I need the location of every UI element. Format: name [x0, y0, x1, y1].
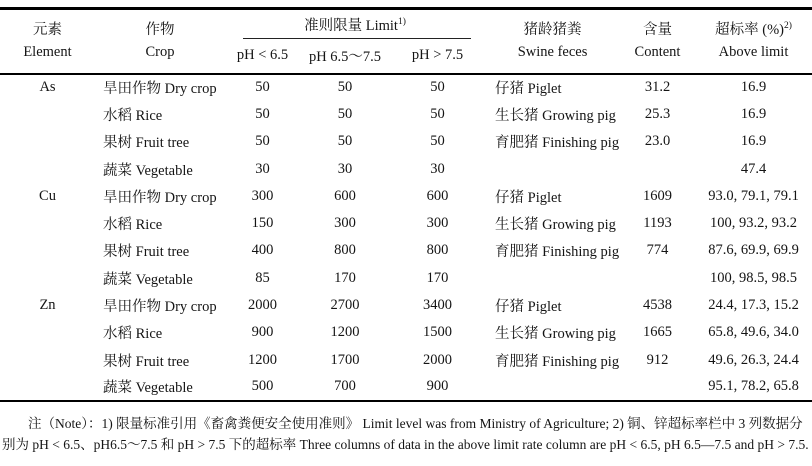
- cell-ph1: 30: [255, 160, 270, 177]
- cell-swine: [485, 155, 620, 182]
- header-swine-zh: 猪龄猪粪: [523, 22, 582, 39]
- cell-element: [0, 319, 95, 346]
- cell-ph3: 900: [426, 378, 449, 395]
- table-row: [0, 210, 812, 237]
- cell-content: 4538: [643, 297, 673, 314]
- cell-ph1: 85: [255, 269, 270, 286]
- cell-ph2: 50: [337, 105, 353, 122]
- cell-above: 100, 98.5, 98.5: [710, 269, 798, 286]
- cell-ph3: 50: [430, 79, 445, 96]
- cell-ph2: 1700: [330, 351, 360, 368]
- header-content-zh: 含量: [643, 22, 673, 39]
- cell-above: 95.1, 78.2, 65.8: [708, 378, 799, 395]
- table-header: [0, 9, 812, 74]
- cell-crop: 旱田作物 Dry crop: [103, 299, 217, 316]
- cell-ph3: 800: [426, 242, 449, 259]
- header-above-zh: [695, 19, 812, 41]
- cell-swine: [485, 265, 620, 292]
- cell-above: 16.9: [740, 133, 767, 150]
- cell-ph3: 50: [430, 133, 445, 150]
- header-limit-group: [225, 9, 485, 39]
- cell-element: [0, 101, 95, 128]
- header-element-en: Element: [23, 44, 72, 61]
- cell-content: 31.2: [644, 79, 671, 96]
- cell-ph2: 600: [334, 187, 356, 204]
- header-swine-feces: [485, 9, 620, 74]
- cell-content: 23.0: [644, 133, 671, 150]
- header-ph-6-5-to-7-5: pH 6.5～7.5: [308, 49, 382, 65]
- cell-content: 774: [646, 242, 669, 259]
- cell-content: [620, 265, 695, 292]
- cell-ph2: 1200: [330, 324, 360, 341]
- cell-ph3: 50: [430, 105, 445, 122]
- cell-element: Zn: [39, 297, 56, 314]
- cell-above: 16.9: [740, 105, 767, 122]
- limits-table: [0, 7, 812, 402]
- header-swine-en: Swine feces: [517, 44, 588, 61]
- table-row: [0, 292, 812, 319]
- cell-above: 93.0, 79.1, 79.1: [708, 187, 799, 204]
- cell-ph3: 30: [430, 160, 445, 177]
- cell-crop: 果树 Fruit tree: [103, 135, 190, 152]
- cell-element: [0, 237, 95, 264]
- cell-ph3: 600: [426, 187, 449, 204]
- cell-ph2: 300: [334, 215, 356, 232]
- cell-ph1: 400: [251, 242, 274, 259]
- cell-element: [0, 128, 95, 155]
- cell-element: [0, 265, 95, 292]
- cell-crop: 旱田作物 Dry crop: [103, 189, 217, 206]
- cell-content: 1665: [643, 324, 673, 341]
- cell-content: [620, 374, 695, 401]
- header-above-en: Above limit: [718, 44, 789, 61]
- cell-element: Cu: [39, 187, 56, 204]
- cell-crop: 果树 Fruit tree: [103, 244, 190, 261]
- cell-element: [0, 155, 95, 182]
- cell-ph1: 2000: [248, 297, 277, 314]
- cell-ph2: 700: [334, 378, 356, 395]
- cell-content: [620, 155, 695, 182]
- cell-swine: 育肥猪 Finishing pig: [495, 135, 620, 152]
- cell-ph1: 50: [255, 79, 270, 96]
- table-row: [0, 319, 812, 346]
- cell-crop: 蔬菜 Vegetable: [103, 162, 193, 179]
- cell-swine: 仔猪 Piglet: [495, 189, 562, 206]
- cell-ph1: 50: [255, 133, 270, 150]
- header-row-1: [0, 9, 812, 39]
- table-row: [0, 155, 812, 182]
- cell-ph1: 900: [251, 324, 274, 341]
- header-ph-lt-6-5: pH < 6.5: [236, 47, 289, 63]
- table-row: [0, 128, 812, 155]
- cell-element: As: [39, 79, 56, 96]
- cell-crop: 果树 Fruit tree: [103, 353, 190, 370]
- cell-content: 25.3: [644, 105, 671, 122]
- cell-ph3: 300: [426, 215, 449, 232]
- table-row: [0, 237, 812, 264]
- cell-element: [0, 374, 95, 401]
- note-line-2: 别为 pH < 6.5、pH6.5～7.5 和 pH > 7.5 下的超标率 Three columns of data in the above limit rate column are pH < 6.5, pH 6.5—7.5 and pH > 7.5.: [2, 437, 809, 453]
- table-row: [0, 374, 812, 401]
- header-above-limit: [695, 9, 812, 74]
- cell-ph2: 170: [334, 269, 356, 286]
- cell-ph2: 50: [337, 79, 353, 96]
- cell-swine: 生长猪 Growing pig: [495, 217, 616, 234]
- header-element: [0, 9, 95, 74]
- cell-above: 16.9: [740, 79, 767, 96]
- cell-swine: [485, 374, 620, 401]
- cell-crop: 水稻 Rice: [103, 217, 163, 234]
- cell-ph1: 50: [255, 105, 270, 122]
- cell-swine: 仔猪 Piglet: [495, 299, 562, 316]
- cell-content: 1193: [643, 215, 672, 232]
- cell-ph2: 800: [334, 242, 356, 259]
- cell-ph3: 2000: [423, 351, 452, 368]
- cell-ph3: 1500: [423, 324, 452, 341]
- table-row: [0, 346, 812, 373]
- cell-above: 24.4, 17.3, 15.2: [708, 297, 799, 314]
- cell-ph3: 170: [426, 269, 449, 286]
- cell-crop: 蔬菜 Vegetable: [103, 271, 193, 288]
- header-content: [620, 9, 695, 74]
- cell-above: 100, 93.2, 93.2: [710, 215, 798, 232]
- table-row: [0, 101, 812, 128]
- cell-crop: 水稻 Rice: [103, 107, 163, 124]
- cell-ph2: 2700: [330, 297, 360, 314]
- cell-ph1: 300: [251, 187, 274, 204]
- above-footnote-ref: 2): [783, 21, 792, 32]
- header-content-en: Content: [634, 44, 681, 61]
- header-crop-zh: 作物: [145, 22, 175, 39]
- cell-ph1: 150: [251, 215, 274, 232]
- cell-content: 912: [646, 351, 669, 368]
- cell-ph2: 30: [337, 160, 353, 177]
- cell-above: 49.6, 26.3, 24.4: [708, 351, 799, 368]
- cell-crop: 水稻 Rice: [103, 326, 163, 343]
- table-row: [0, 74, 812, 101]
- header-ph-gt-7-5: pH > 7.5: [411, 47, 464, 63]
- limit-group-underline: [243, 38, 471, 39]
- cell-swine: 生长猪 Growing pig: [495, 107, 616, 124]
- cell-element: [0, 210, 95, 237]
- cell-crop: 蔬菜 Vegetable: [103, 380, 193, 397]
- header-crop-en: Crop: [145, 44, 175, 61]
- cell-ph1: 1200: [248, 351, 277, 368]
- cell-above: 65.8, 49.6, 34.0: [708, 324, 799, 341]
- cell-ph2: 50: [337, 133, 353, 150]
- limit-footnote-ref: 1): [397, 16, 406, 27]
- cell-element: [0, 346, 95, 373]
- header-crop: [95, 9, 225, 74]
- cell-crop: 旱田作物 Dry crop: [103, 81, 217, 98]
- header-element-zh: 元素: [33, 22, 62, 39]
- cell-above: 47.4: [740, 160, 767, 177]
- cell-swine: 育肥猪 Finishing pig: [495, 353, 620, 370]
- cell-swine: 仔猪 Piglet: [495, 81, 562, 98]
- table-row: [0, 265, 812, 292]
- cell-above: 87.6, 69.9, 69.9: [708, 242, 799, 259]
- note-line-1: 注（Note）：1) 限量标准引用《畜禽粪便安全使用准则》 Limit level was from Ministry of Agriculture; 2) 铜、锌超标率栏中 3 列数据分: [28, 416, 803, 432]
- cell-swine: 生长猪 Growing pig: [495, 326, 616, 343]
- table-body: [0, 74, 812, 402]
- cell-swine: 育肥猪 Finishing pig: [495, 244, 620, 261]
- header-limit-label: 准则限量 Limit: [304, 17, 398, 34]
- table-row: [0, 183, 812, 210]
- cell-ph1: 500: [251, 378, 274, 395]
- header-above-zh-label: 超标率 (%): [715, 22, 784, 39]
- cell-content: 1609: [643, 187, 673, 204]
- cell-ph3: 3400: [423, 297, 452, 314]
- table-note: [0, 413, 812, 455]
